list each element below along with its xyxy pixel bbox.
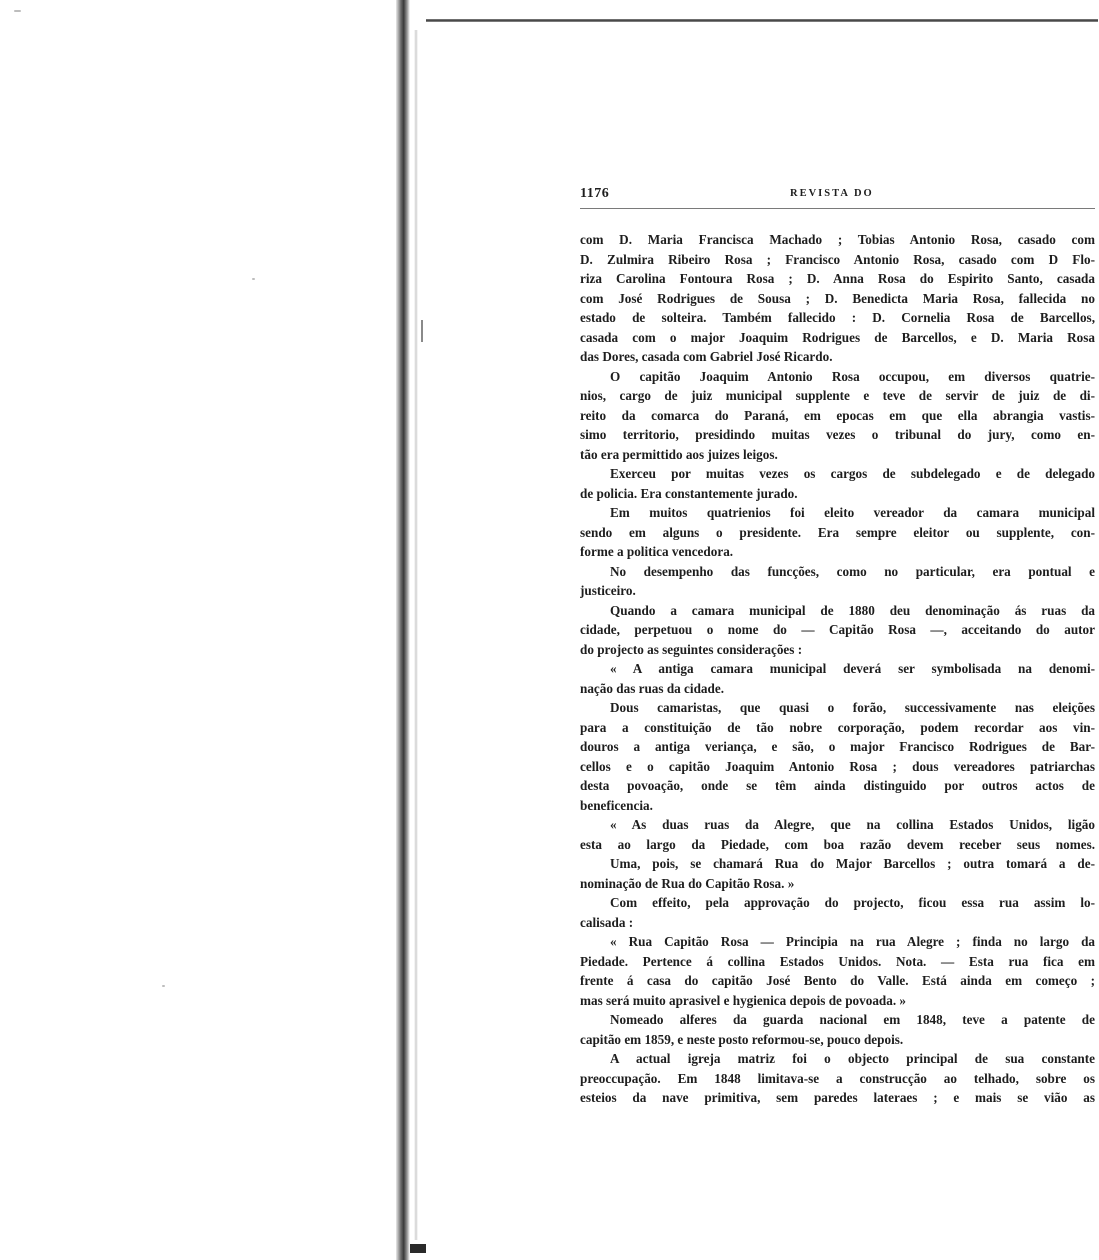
text-line: beneficencia. [580,797,653,813]
text-line: simo territorio, presidindo muitas vezes o tribunal do jury, como en- [580,427,1095,442]
text-line: A actual igreja matriz foi o objecto principal de sua constante [610,1051,1095,1066]
scan-speck [252,278,255,280]
blank-left-margin [0,0,398,1260]
text-line: nios, cargo de juiz municipal supplente e teve de servir de juiz de di- [580,388,1095,403]
text-line: Com effeito, pela approvação do projecto, ficou essa rua assim lo- [610,895,1095,910]
text-line: frente á casa do capitão José Bento do Valle. Está ainda em começo ; [580,973,1095,988]
text-line: forme a politica vencedora. [580,544,734,559]
text-line: para a constituição de tão nobre corporação, podem recordar aos vin- [580,719,1095,735]
book-binding-shadow [396,0,410,1260]
text-line: mas será muito aprasivel e hygienica depois de povoada. » [580,992,907,1008]
text-line: capitão em 1859, e neste posto reformou-se, pouco depois. [580,1031,904,1047]
page-number: 1176 [580,186,610,201]
text-line: preoccupação. Em 1848 limitava-se a construcção ao telhado, sobre os [580,1070,1095,1086]
text-line: reito da comarca do Paraná, em epocas em que ella abrangia vastis- [580,407,1095,423]
text-line: do projecto as seguintes considerações : [580,641,803,657]
text-line: com D. Maria Francisca Machado ; Tobias Antonio Rosa, casado com [580,232,1095,247]
text-line: douros a antiga veriança, e são, o major Francisco Rodrigues de Bar- [580,739,1095,754]
text-line: de policia. Era constantemente jurado. [580,485,798,501]
text-line: cidade, perpetuou o nome do — Capitão Rosa —, acceitando do autor [580,622,1095,637]
text-line: das Dores, casada com Gabriel José Ricardo. [580,349,833,364]
binding-foot-mark [410,1244,426,1253]
page-header [580,186,1095,209]
text-line: Uma, pois, se chamará Rua do Major Barcellos ; outra tomará a de- [610,856,1095,871]
text-line: No desempenho das funcções, como no particular, era pontual e [610,563,1095,579]
scan-speck [14,10,21,12]
text-line: com José Rodrigues de Sousa ; D. Benedicta Maria Rosa, fallecida no [580,290,1095,306]
page-top-edge [426,19,1098,22]
text-line: Em muitos quatrienios foi eleito vereador da camara municipal [610,505,1095,520]
text-line: Quando a camara municipal de 1880 deu denominação ás ruas da [610,602,1095,618]
text-line: D. Zulmira Ribeiro Rosa ; Francisco Antonio Rosa, casado com D Flo- [580,251,1095,267]
page-text-body [580,230,1095,1108]
text-line: sendo em alguns o presidente. Era sempre eleitor ou supplente, con- [580,524,1095,540]
gutter-shading [414,30,418,1240]
text-line: « Rua Capitão Rosa — Principia na rua Alegre ; finda no largo da [610,934,1095,949]
text-line: justiceiro. [580,583,636,598]
scan-speck [162,985,165,987]
text-line: « As duas ruas da Alegre, que na collina Estados Unidos, ligão [610,817,1095,832]
text-line: nominação de Rua do Capitão Rosa. » [580,875,795,891]
text-line: desta povoação, onde se têm ainda distinguido por outros actos de [580,778,1095,793]
text-line: tão era permittido aos juizes leigos. [580,446,778,462]
text-line: Piedade. Pertence á collina Estados Unidos. Nota. — Esta rua fica em [580,953,1095,969]
text-line: cellos e o capitão Joaquim Antonio Rosa ; dous vereadores patriarchas [580,758,1095,774]
running-head: REVISTA DO [790,188,874,199]
text-line: casada com o major Joaquim Rodrigues de Barcellos, e D. Maria Rosa [580,329,1095,345]
text-line: esta ao largo da Piedade, com boa razão devem receber seus nomes. [580,836,1095,852]
text-line: riza Carolina Fontoura Rosa ; D. Anna Rosa do Espirito Santo, casada [580,271,1095,286]
text-line: esteios da nave primitiva, sem paredes lateraes ; e mais se vião as [580,1090,1095,1105]
text-line: Dous camaristas, que quasi o forão, successivamente nas eleições [610,700,1095,715]
text-line: « A antiga camara municipal deverá ser symbolisada na denomi- [610,661,1095,676]
text-line: nação das ruas da cidade. [580,680,724,696]
text-line: Exerceu por muitas vezes os cargos de subdelegado e de delegado [610,466,1095,481]
text-line: calisada : [580,914,634,930]
text-line: Nomeado alferes da guarda nacional em 1848, teve a patente de [610,1012,1095,1027]
gutter-mark [421,320,423,342]
text-line: O capitão Joaquim Antonio Rosa occupou, em diversos quatrie- [610,368,1095,384]
text-line: estado de solteira. Também fallecido : D. Cornelia Rosa de Barcellos, [580,310,1095,325]
